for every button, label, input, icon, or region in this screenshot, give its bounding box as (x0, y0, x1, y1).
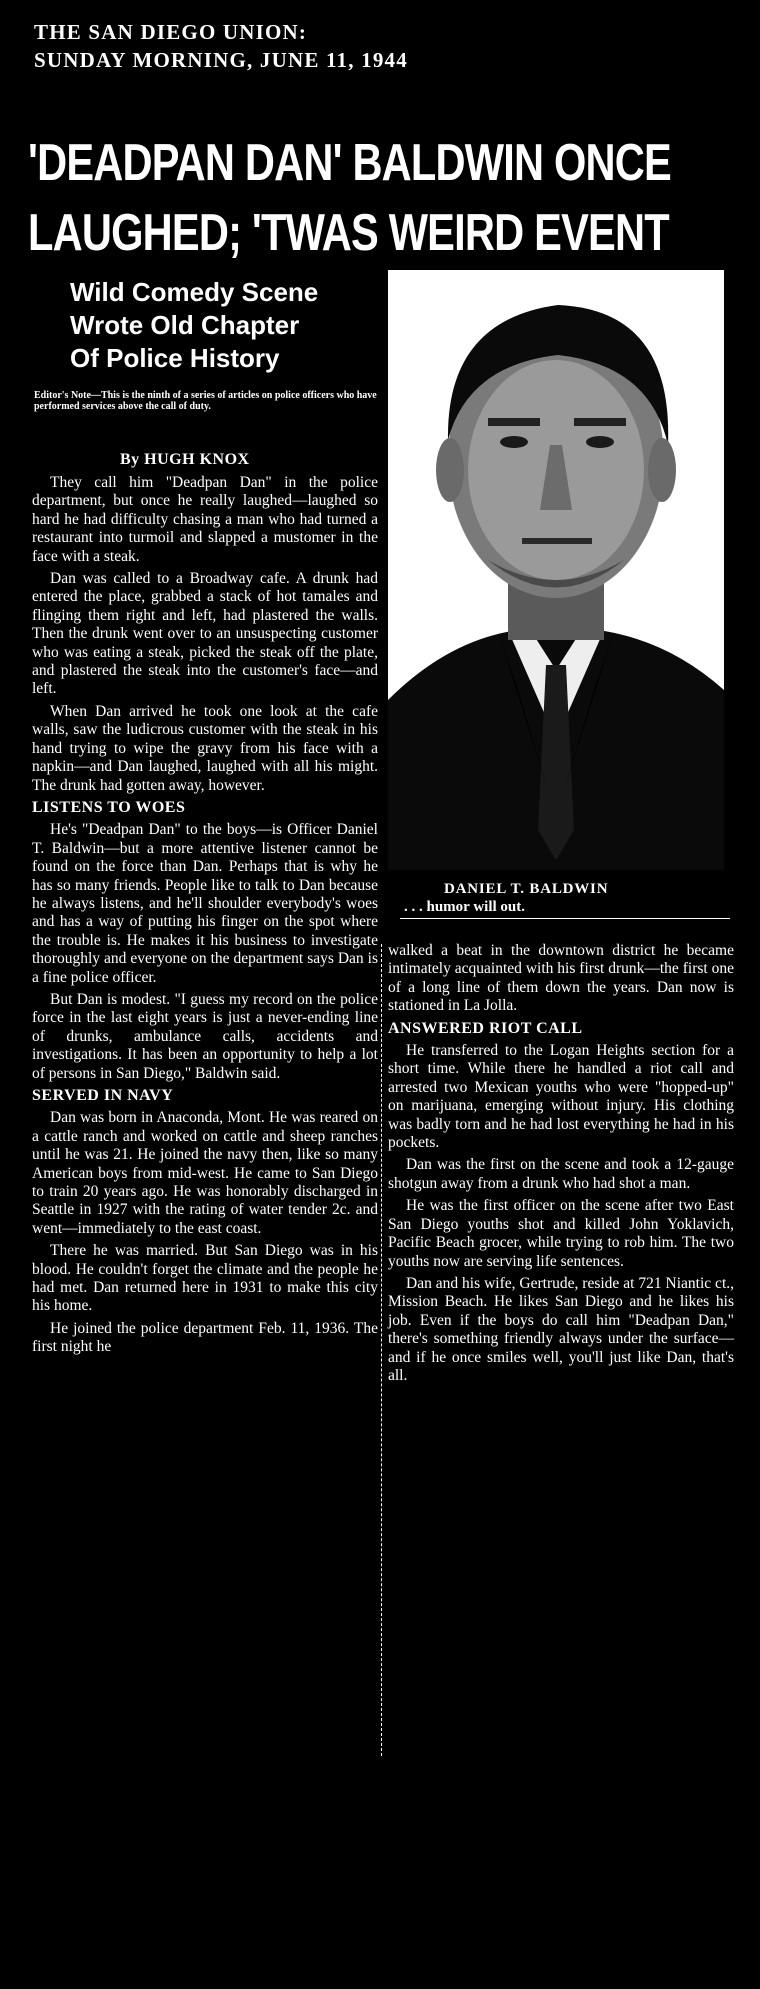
subheadline-line-3: Of Police History (70, 343, 280, 373)
article-paragraph: Dan and his wife, Gertrude, reside at 721 Niantic ct., Mission Beach. He likes San Diego and he likes his job. Even if the boys do call him "Deadpan Dan," there's something friendly always under the surface—and if he once smiles well, you'll just like Dan, that's all. (388, 1274, 734, 1384)
article-paragraph: Dan was the first on the scene and took a 12-gauge shotgun away from a drunk who had shot a man. (388, 1156, 734, 1192)
portrait-illustration (388, 270, 724, 870)
caption-subtext: . . . humor will out. (400, 898, 730, 919)
article-paragraph: He was the first officer on the scene after two East San Diego youths shot and killed John Yoklavich, Pacific Beach grocer, while trying to rob him. The two youths now are serving life sentences. (388, 1197, 734, 1270)
article-paragraph: He transferred to the Logan Heights section for a short time. While there he handled a riot call and arrested two Mexican youths who were "hopped-up" on marijuana, emerging without injury. His clothing was badly torn and he had lost everything he had in his pockets. (388, 1042, 734, 1152)
article-paragraph: Dan was called to a Broadway cafe. A drunk had entered the place, grabbed a stack of hot tamales and flinging them right and left, had plastered the walls. Then the drunk went over to an unsuspecting customer who was eating a steak, picked the steak off the plate, and plastered the steak into the customer's face—and left. (32, 570, 378, 698)
article-paragraph: When Dan arrived he took one look at the cafe walls, saw the ludicrous customer with the steak in his hand trying to wipe the gravy from his face with a napkin—and Dan laughed, laughed with all his might. The drunk had gotten away, however. (32, 702, 378, 794)
section-heading: ANSWERED RIOT CALL (388, 1019, 583, 1037)
subheadline (70, 276, 380, 375)
article-column-right (388, 942, 734, 1389)
subheadline-line-2: Wrote Old Chapter (70, 310, 300, 340)
section-heading: SERVED IN NAVY (32, 1087, 174, 1104)
article-paragraph: walked a beat in the downtown district he became intimately acquainted with his first drunk—the first one of a long line of them down the years. Dan now is stationed in La Jolla. (388, 942, 734, 1015)
photo-caption (400, 880, 730, 919)
column-divider (381, 944, 383, 1756)
subheadline-line-1: Wild Comedy Scene (70, 277, 319, 307)
publication-date: SUNDAY MORNING, JUNE 11, 1944 (34, 48, 408, 72)
portrait-photo (388, 270, 724, 870)
article-paragraph: There he was married. But San Diego was in his blood. He couldn't forget the climate and the people he had met. Dan returned here in 1931 to make this city his home. (32, 1242, 378, 1315)
article-paragraph: He's "Deadpan Dan" to the boys—is Officer Daniel T. Baldwin—but a more attentive listener cannot be found on the force than Dan. Perhaps that is why he has so many friends. People like to talk to Dan because he always listens, and he'll shoulder everybody's woes and has a way of putting his finger on the spot where the trouble is. He makes it his business to investigate thoroughly and everyone on the department says Dan is a fine police officer. (32, 821, 378, 986)
article-paragraph: He joined the police department Feb. 11, 1936. The first night he (32, 1319, 378, 1356)
headline (28, 128, 738, 268)
byline: By HUGH KNOX (120, 451, 250, 468)
headline-line-1: 'DEADPAN DAN' BALDWIN ONCE (28, 134, 671, 192)
article-paragraph: They call him "Deadpan Dan" in the police department, but once he really laughed—laughed so hard he had difficulty chasing a man who had turned a restaurant into turmoil and slapped a mustomer in the face with a steak. (32, 474, 378, 565)
article-paragraph: Dan was born in Anaconda, Mont. He was reared on a cattle ranch and worked on cattle and sheep ranches until he was 21. He joined the navy then, like so many American boys from mid-west. He came to San Diego to train 20 years ago. He was honorably discharged in Seattle in 1927 with the rating of water tender 2c. and went—immediately to the east coast. (32, 1109, 378, 1237)
editors-note: Editor's Note—This is the ninth of a series of articles on police officers who have performed services above the call of duty. (34, 390, 377, 412)
section-heading: LISTENS TO WOES (32, 798, 186, 816)
article-paragraph: But Dan is modest. "I guess my record on the police force in the last eight years is just a never-ending line of drunks, ambulance calls, accidents and investigations. It has been an opportunity to help a lot of persons in San Diego," Baldwin said. (32, 990, 378, 1082)
article-column-left (32, 474, 378, 1361)
headline-line-2: LAUGHED; 'TWAS WEIRD EVENT (28, 204, 669, 262)
caption-name: DANIEL T. BALDWIN (444, 881, 609, 897)
newspaper-name: THE SAN DIEGO UNION: (34, 20, 308, 44)
dateline (34, 18, 554, 74)
